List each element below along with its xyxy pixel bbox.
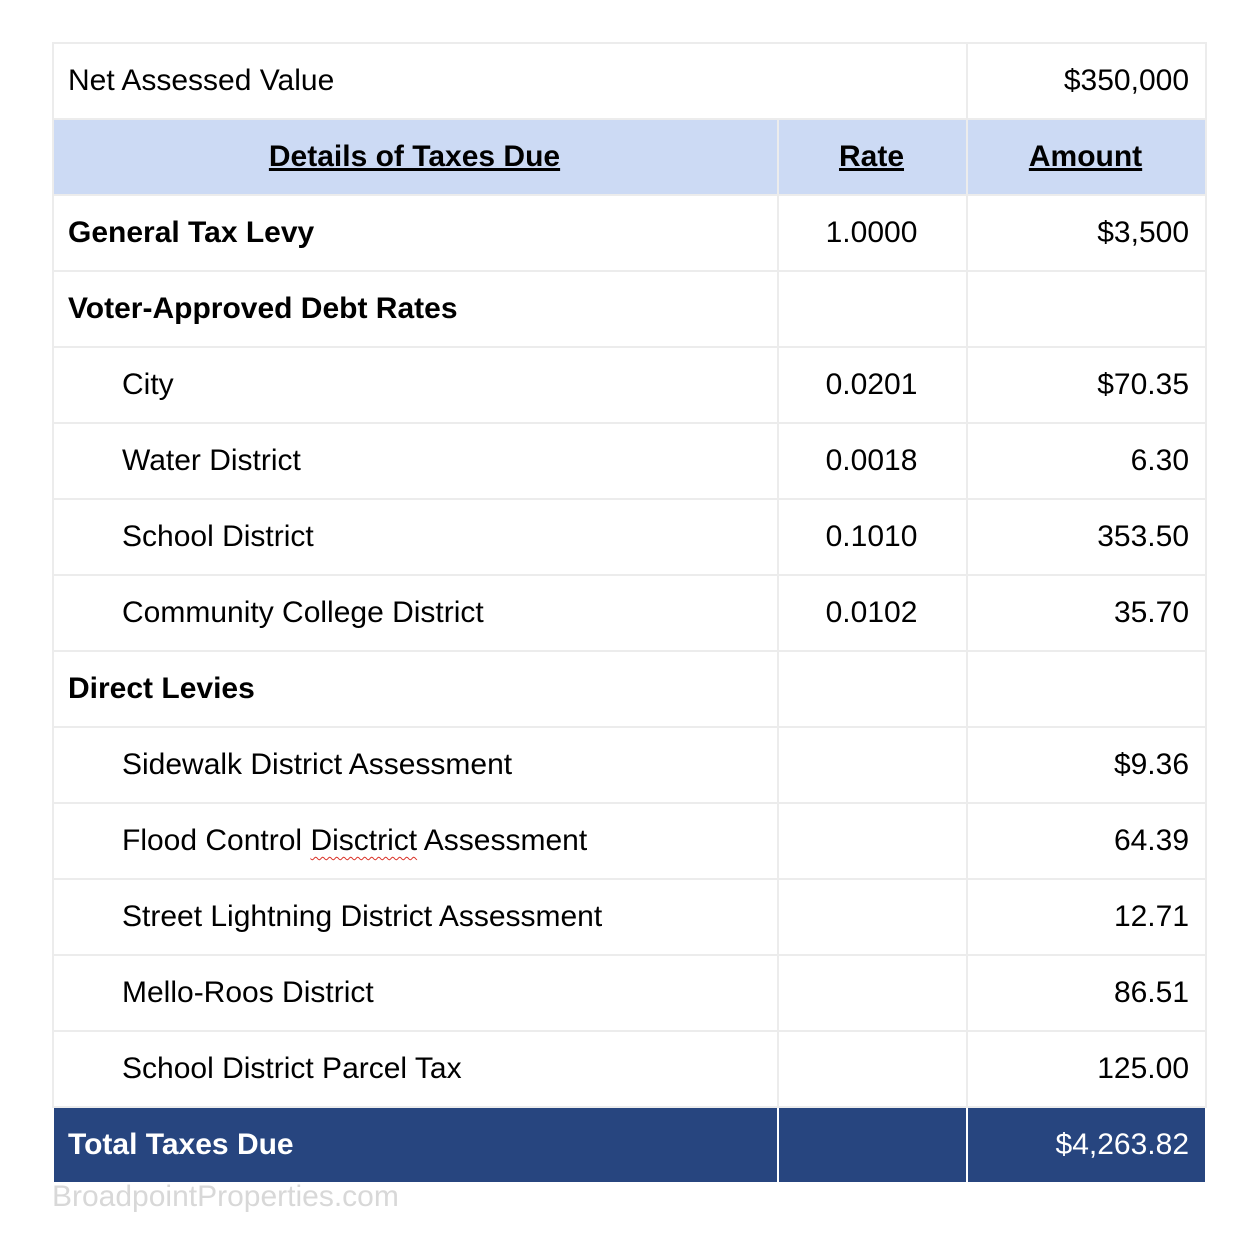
row-label-part: Flood Control bbox=[122, 824, 311, 857]
total-row bbox=[53, 1107, 1206, 1183]
row-label: Mello-Roos District bbox=[53, 955, 778, 1031]
total-rate bbox=[778, 1107, 967, 1183]
voter-section-rate bbox=[778, 271, 967, 347]
row-rate: 0.0102 bbox=[778, 575, 967, 651]
table-row bbox=[53, 727, 1206, 803]
total-label: Total Taxes Due bbox=[53, 1107, 778, 1183]
row-label: Street Lightning District Assessment bbox=[53, 879, 778, 955]
row-label: School District bbox=[53, 499, 778, 575]
header-details: Details of Taxes Due bbox=[53, 119, 778, 195]
row-rate bbox=[778, 803, 967, 879]
net-assessed-value: $350,000 bbox=[967, 43, 1206, 119]
row-label bbox=[53, 803, 778, 879]
table-row bbox=[53, 347, 1206, 423]
row-amount: $70.35 bbox=[967, 347, 1206, 423]
row-rate: 0.0018 bbox=[778, 423, 967, 499]
tax-table bbox=[52, 42, 1207, 1184]
direct-section-row bbox=[53, 651, 1206, 727]
row-rate: 0.0201 bbox=[778, 347, 967, 423]
table-row bbox=[53, 955, 1206, 1031]
total-amount: $4,263.82 bbox=[967, 1107, 1206, 1183]
row-amount: 35.70 bbox=[967, 575, 1206, 651]
table-row bbox=[53, 499, 1206, 575]
row-rate: 0.1010 bbox=[778, 499, 967, 575]
table-row bbox=[53, 803, 1206, 879]
row-amount: 6.30 bbox=[967, 423, 1206, 499]
direct-section-amount bbox=[967, 651, 1206, 727]
misspelled-word[interactable]: Disctrict bbox=[310, 824, 418, 857]
header-amount: Amount bbox=[967, 119, 1206, 195]
table-row bbox=[53, 879, 1206, 955]
row-label: City bbox=[53, 347, 778, 423]
row-label: School District Parcel Tax bbox=[53, 1031, 778, 1107]
row-rate bbox=[778, 879, 967, 955]
row-amount: 125.00 bbox=[967, 1031, 1206, 1107]
voter-section-label: Voter-Approved Debt Rates bbox=[53, 271, 778, 347]
row-rate bbox=[778, 955, 967, 1031]
row-label: Sidewalk District Assessment bbox=[53, 727, 778, 803]
table-row bbox=[53, 1031, 1206, 1107]
direct-section-rate bbox=[778, 651, 967, 727]
table-header-row bbox=[53, 119, 1206, 195]
watermark: BroadpointProperties.com bbox=[52, 1180, 399, 1213]
general-levy-label: General Tax Levy bbox=[53, 195, 778, 271]
header-rate: Rate bbox=[778, 119, 967, 195]
general-levy-rate: 1.0000 bbox=[778, 195, 967, 271]
row-amount: 12.71 bbox=[967, 879, 1206, 955]
voter-section-amount bbox=[967, 271, 1206, 347]
row-amount: 64.39 bbox=[967, 803, 1206, 879]
voter-section-row bbox=[53, 271, 1206, 347]
row-rate bbox=[778, 727, 967, 803]
net-assessed-row bbox=[53, 43, 1206, 119]
general-levy-row bbox=[53, 195, 1206, 271]
net-assessed-label: Net Assessed Value bbox=[53, 43, 967, 119]
table-row bbox=[53, 575, 1206, 651]
general-levy-amount: $3,500 bbox=[967, 195, 1206, 271]
direct-section-label: Direct Levies bbox=[53, 651, 778, 727]
row-amount: $9.36 bbox=[967, 727, 1206, 803]
row-rate bbox=[778, 1031, 967, 1107]
row-amount: 353.50 bbox=[967, 499, 1206, 575]
row-label-part: Assessment bbox=[417, 824, 588, 857]
row-label: Water District bbox=[53, 423, 778, 499]
row-label: Community College District bbox=[53, 575, 778, 651]
table-row bbox=[53, 423, 1206, 499]
row-amount: 86.51 bbox=[967, 955, 1206, 1031]
